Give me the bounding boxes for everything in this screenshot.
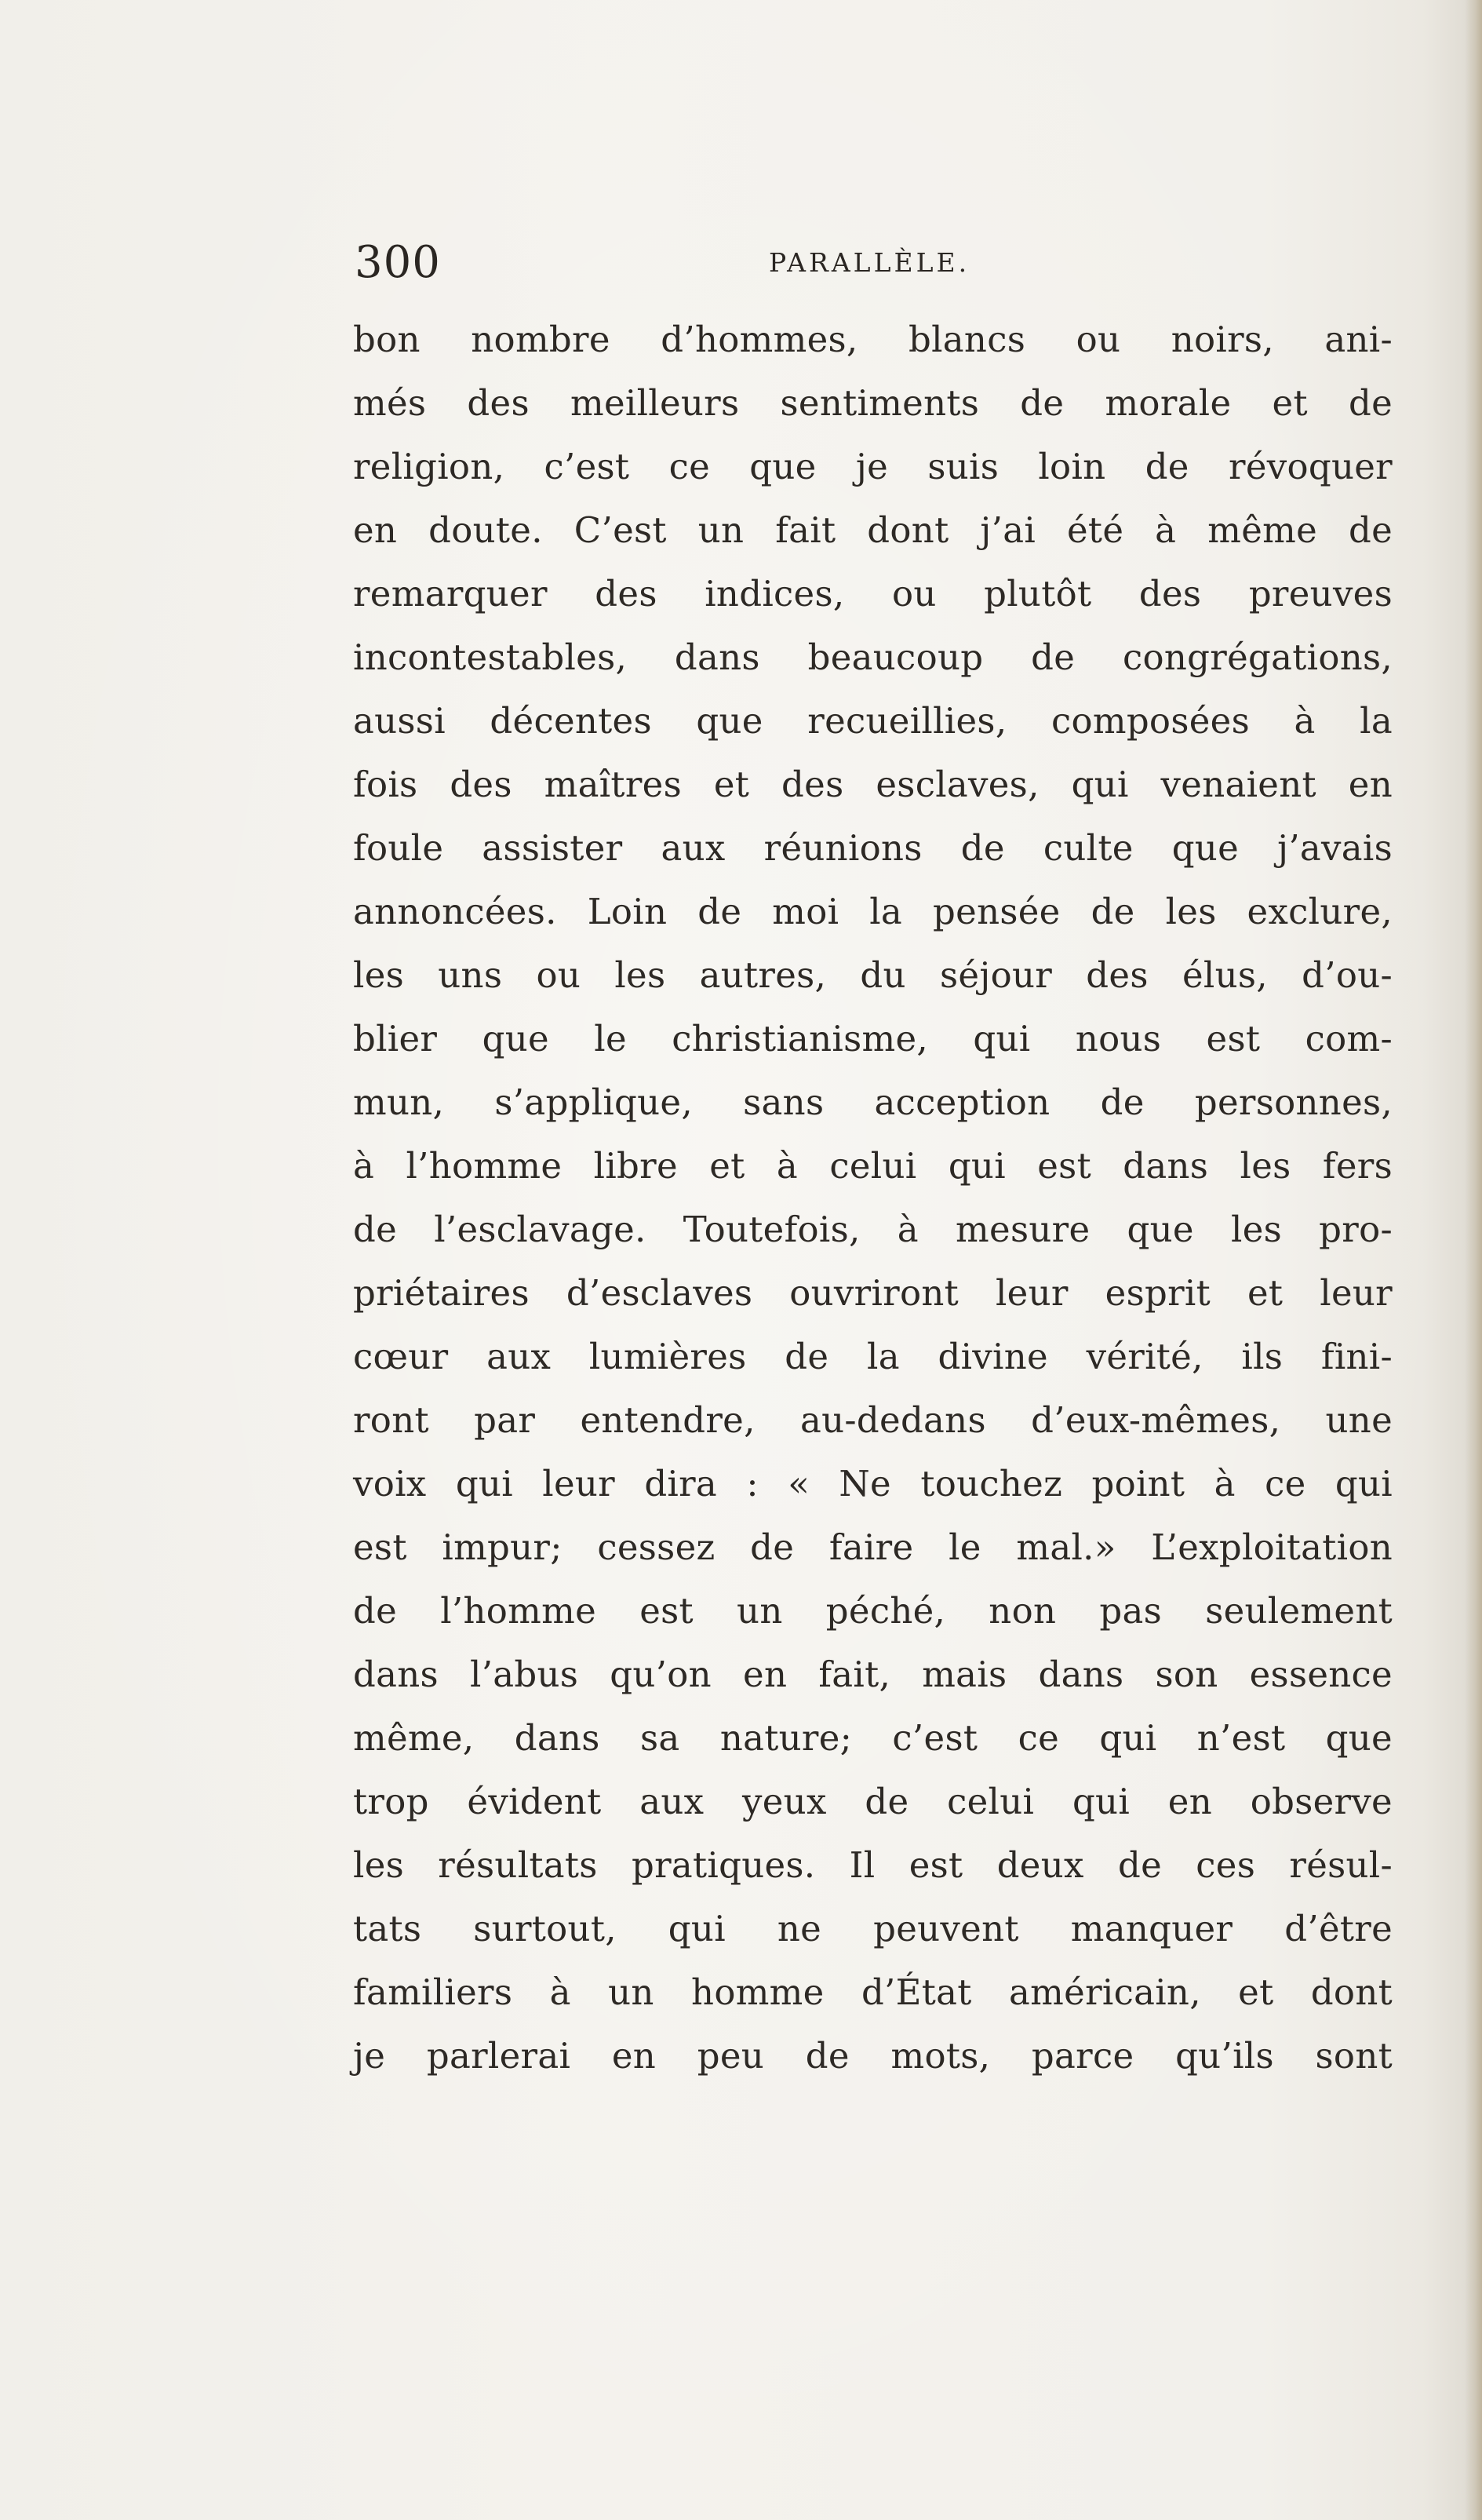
text-line: je parlerai en peu de mots, parce qu’ils sont bbox=[353, 2035, 1393, 2077]
text-line: ront par entendre, au-dedans d’eux-mêmes, une bbox=[353, 1399, 1393, 1441]
text-line: voix qui leur dira : « Ne touchez point à ce qui bbox=[353, 1463, 1393, 1504]
page-edge-shadow bbox=[1465, 0, 1482, 2520]
text-line: cœur aux lumières de la divine vérité, ils fini- bbox=[353, 1336, 1393, 1377]
text-line: remarquer des indices, ou plutôt des preuves bbox=[353, 573, 1393, 615]
text-line: dans l’abus qu’on en fait, mais dans son essence bbox=[353, 1654, 1393, 1695]
text-line: foule assister aux réunions de culte que j’avais bbox=[353, 827, 1393, 869]
text-line: trop évident aux yeux de celui qui en observe bbox=[353, 1781, 1393, 1822]
text-line: de l’esclavage. Toutefois, à mesure que les pro- bbox=[353, 1209, 1393, 1250]
text-line: incontestables, dans beaucoup de congrégations, bbox=[353, 636, 1393, 678]
text-line: priétaires d’esclaves ouvriront leur esprit et leur bbox=[353, 1272, 1393, 1314]
text-line: bon nombre d’hommes, blancs ou noirs, ani- bbox=[353, 319, 1393, 360]
page-number: 300 bbox=[355, 237, 441, 288]
text-line: annoncées. Loin de moi la pensée de les exclure, bbox=[353, 891, 1393, 932]
page-header bbox=[353, 228, 1393, 298]
body-text bbox=[353, 308, 1393, 2088]
text-line: mun, s’applique, sans acception de personnes, bbox=[353, 1081, 1393, 1123]
text-line: blier que le christianisme, qui nous est com- bbox=[353, 1018, 1393, 1059]
text-line: religion, c’est ce que je suis loin de révoquer bbox=[353, 446, 1393, 487]
text-line: même, dans sa nature; c’est ce qui n’est que bbox=[353, 1717, 1393, 1759]
text-line: tats surtout, qui ne peuvent manquer d’être bbox=[353, 1908, 1393, 1949]
text-line: familiers à un homme d’État américain, et dont bbox=[353, 1971, 1393, 2013]
text-line: les uns ou les autres, du séjour des élus, d’ou- bbox=[353, 954, 1393, 996]
text-line: de l’homme est un péché, non pas seulement bbox=[353, 1590, 1393, 1632]
text-line: aussi décentes que recueillies, composées à la bbox=[353, 700, 1393, 742]
text-line: fois des maîtres et des esclaves, qui venaient en bbox=[353, 764, 1393, 805]
text-line: més des meilleurs sentiments de morale et de bbox=[353, 382, 1393, 424]
running-title: PARALLÈLE. bbox=[769, 247, 970, 278]
text-line: en doute. C’est un fait dont j’ai été à même de bbox=[353, 509, 1393, 551]
text-line: à l’homme libre et à celui qui est dans les fers bbox=[353, 1145, 1393, 1187]
text-line: les résultats pratiques. Il est deux de ces résul- bbox=[353, 1844, 1393, 1886]
text-line: est impur; cessez de faire le mal.» L’exploitation bbox=[353, 1526, 1393, 1568]
